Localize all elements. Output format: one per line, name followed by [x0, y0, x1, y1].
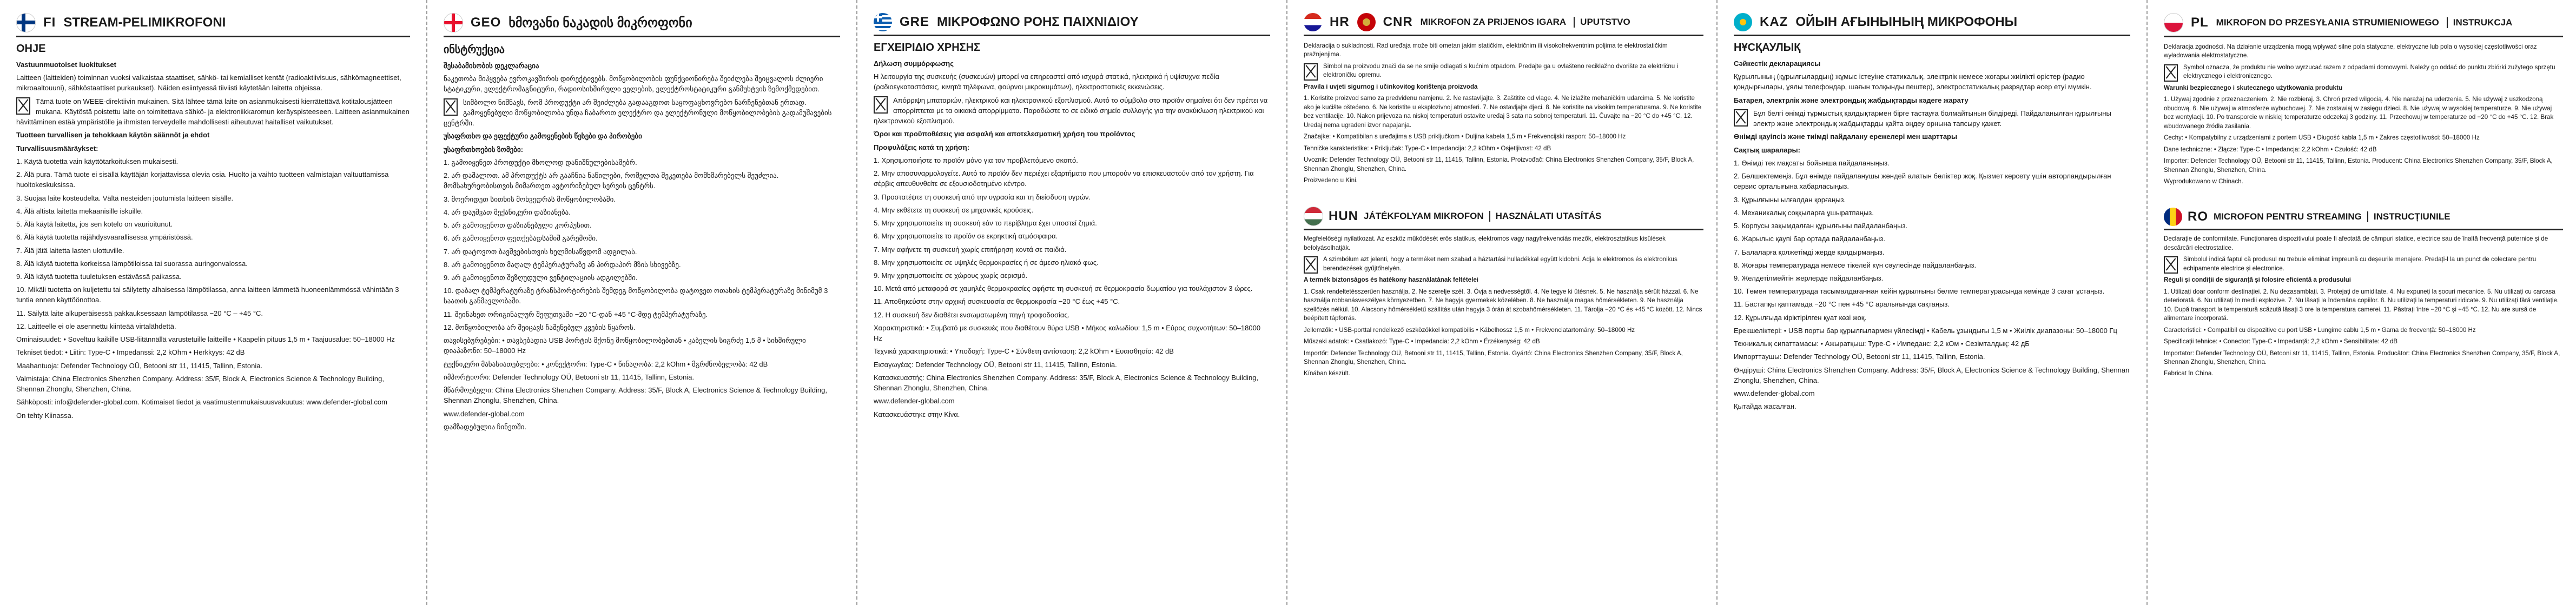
- product-subtitle: INSTRUKCJA: [2447, 17, 2513, 28]
- croatia-flag-icon: [1304, 13, 1322, 31]
- paragraph: Laitteen (laitteiden) toiminnan vuoksi valkaistaa staattiset, sähkö- tai kemialliset kentät (radioaktiivisuus, sähkömagneettiset, mikroaaltouuni), sähköstaattiset purkaukset). Näiden esiintyessä tiiviisti käytetään laitetta ohjeissa.: [16, 74, 401, 92]
- georgia-flag-icon: [444, 13, 463, 32]
- language-code: KAZ: [1760, 15, 1788, 29]
- paragraph: 1. Używaj zgodnie z przeznaczeniem. 2. Nie rozbieraj. 3. Chroń przed wilgocią. 4. Nie narażaj na uderzenia. 5. Nie używaj z uszkodzoną obudową. 6. Nie używaj w atmosferze wybuchowej. 7. Nie zostawiaj w zasięgu dzieci. 8. Nie używaj w wysokiej temperaturze. 9. Nie używaj bez wentylacji. 10. Po transporcie w niskiej temperaturze odczekaj 3 godziny. 11. Przechowuj w temperaturze od −20 °C do +45 °C. 12. Brak wbudowanego źródła zasilania.: [2164, 96, 2554, 130]
- paragraph: 9. Älä käytä tuotetta tuuletuksen estävässä paikassa.: [16, 272, 182, 281]
- paragraph: 7. Älä jätä laitetta lasten ulottuville.: [16, 246, 124, 255]
- hungary-flag-icon: [1304, 207, 1323, 226]
- weee-bin-icon: [874, 96, 888, 114]
- weee-bin-icon: [2164, 64, 2178, 82]
- paragraph: Κατασκευαστής: China Electronics Shenzhen Company. Address: 35/F, Block A, Electronics Science & Technology Building, Shennan Zhonglu, Shenzhen, China.: [874, 373, 1259, 393]
- paragraph: Specificații tehnice: • Conector: Type-C • Impedanță: 2,2 kOhm • Sensibilitate: 42 dB: [2164, 338, 2398, 345]
- product-subtitle: НҰСҚАУЛЫҚ: [1734, 42, 1801, 54]
- paragraph: ნაკეთობა მიჰყვება ევროკავშირის დირექტივებს. მოწყობილობის ფუნქციონირება შეიძლება შეიცვალოს ძლიერი სტატიკური, ელექტრომაგნიტური, რადიოსიხშირული ველების, ელექტროსტატიკური განმუხტვის ზემოქმედებით.: [444, 75, 823, 94]
- paragraph: უსაფრთხო და ეფექტური გამოყენების წესები და პირობები: [444, 132, 642, 141]
- paragraph: 11. Бастапқы қаптамада −20 °C пен +45 °C аралығында сақтаңыз.: [1734, 300, 1950, 309]
- paragraph: Fabricat în China.: [2164, 370, 2214, 377]
- paragraph: Ерекшеліктері: • USB порты бар құрылғылармен үйлесімді • Кабель ұзындығы 1,5 м • Жиілік диапазоны: 50–18000 Гц: [1734, 326, 2117, 335]
- paragraph: 5. Корпусы зақымдалған құрылғыны пайдаланбаңыз.: [1734, 222, 1908, 230]
- paragraph: 3. მოერიდეთ სითხის მოხვედრას მოწყობილობაში.: [444, 195, 616, 203]
- weee-bin-icon: [1304, 256, 1318, 274]
- header-fi: [16, 13, 410, 37]
- paragraph: www.defender-global.com: [444, 409, 525, 418]
- weee-bin-icon: [444, 98, 458, 116]
- paragraph: Turvallisuusmääräykset:: [16, 144, 98, 152]
- paragraph: Сәйкестік декларациясы: [1734, 59, 1821, 68]
- language-code-secondary: CNR: [1383, 15, 1413, 29]
- paragraph: Proizvedeno u Kini.: [1304, 176, 1358, 184]
- product-subtitle: UPUTSTVO: [1574, 17, 1630, 28]
- paragraph: 1. Өнімді тек мақсаты бойынша пайдаланыңыз.: [1734, 158, 1890, 167]
- language-code: RO: [2188, 209, 2208, 224]
- paragraph: 7. Μην αφήνετε τη συσκευή χωρίς επιτήρηση κοντά σε παιδιά.: [874, 245, 1067, 254]
- instruction-text: [1304, 235, 1703, 378]
- header-ro: [2164, 208, 2563, 230]
- paragraph: 6. Μην χρησιμοποιείτε το προϊόν σε εκρηκτική ατμόσφαιρα.: [874, 232, 1058, 241]
- paragraph: სიმბოლო ნიშნავს, რომ პროდუქტი არ შეიძლება გადააგდოთ საყოფაცხოვრებო ნარჩენებთან ერთად. გამოყენებული მოწყობილობა უნდა ჩაბაროთ ელექტრო და ელექტრონული მოწყობილობების გადამუშავების ცენტრში.: [444, 98, 832, 128]
- paragraph: Reguli și condiții de siguranță și folosire eficientă a produsului: [2164, 276, 2351, 284]
- instruction-text: [2164, 235, 2563, 378]
- product-title: ОЙЫН АҒЫНЫНЫҢ МИКРОФОНЫ: [1795, 15, 2018, 29]
- paragraph: 1. Koristite proizvod samo za predviđenu namjenu. 2. Ne rastavljajte. 3. Zaštitite od vlage. 4. Ne izlažite mehaničkim udarcima. 5. Ne koristite ako je kućište oštećeno. 6. Ne koristite u eksplozivnoj atmosferi. 7. Ne ostavljajte djeci. 8. Ne koristite na visokim temperaturama. 9. Ne koristite bez ventilacije. 10. Nakon prijevoza na niskoj temperaturi ostavite uređaj 3 sata na sobnoj temperaturi. 11. Čuvajte na −20 °C do +45 °C. 12. Uređaj nema ugrađeni izvor napajanja.: [1304, 95, 1702, 129]
- paragraph: 2. Бөлшектемеңіз. Бұл өнімде пайдаланушы жөндей алатын бөліктер жоқ. Қызмет көрсету үшін авторландырылған сервис орталығына хабарласыңыз.: [1734, 172, 2111, 191]
- instruction-text: [1734, 58, 2130, 412]
- paragraph: 5. არ გამოიყენოთ დაზიანებული კორპუსით.: [444, 221, 592, 230]
- paragraph: 3. Suojaa laite kosteudelta. Vältä nesteiden joutumista laitteen sisälle.: [16, 194, 234, 202]
- paragraph: Εισαγωγέας: Defender Technology OÜ, Betooni str 11, 11415, Tallinn, Estonia.: [874, 360, 1117, 369]
- paragraph: 9. Μην χρησιμοποιείτε σε χώρους χωρίς αερισμό.: [874, 271, 1028, 280]
- instruction-text: [444, 61, 840, 432]
- paragraph: 3. Προστατέψτε τη συσκευή από την υγρασία και τη διείσδυση υγρών.: [874, 192, 1091, 201]
- paragraph: www.defender-global.com: [1734, 389, 1815, 398]
- column-kaz: [1718, 0, 2148, 605]
- header-gre: [874, 13, 1270, 36]
- language-code: HUN: [1329, 209, 1358, 224]
- paragraph: Η λειτουργία της συσκευής (συσκευών) μπορεί να επηρεαστεί από ισχυρά στατικά, ηλεκτρικά ή υψίσυχνα πεδία (ραδιοεγκαταστάσεις, κινητά τηλέφωνα, φούρνοι μικροκυμάτων), ηλεκτροστατικές εκκενώσεις.: [874, 72, 1220, 91]
- paragraph: 1. Χρησιμοποιήστε το προϊόν μόνο για τον προβλεπόμενο σκοπό.: [874, 156, 1078, 164]
- column-hr-hun: [1287, 0, 1718, 605]
- instruction-text: [2164, 43, 2563, 186]
- paragraph: 10. Mikäli tuotetta on kuljetettu tai säilytetty alhaisessa lämpötilassa, anna laitteen lämmetä huoneenlämmössä vähintään 3 tuntia ennen käyttöönottoa.: [16, 285, 399, 304]
- product-title: MIKROFON DO PRZESYŁANIA STRUMIENIOWEGO: [2216, 17, 2439, 28]
- paragraph: 7. Балаларға қолжетімді жерде қалдырмаңыз.: [1734, 248, 1885, 256]
- paragraph: Maahantuoja: Defender Technology OÜ, Betooni str 11, 11415, Tallinn, Estonia.: [16, 361, 263, 370]
- language-code: GRE: [900, 15, 930, 29]
- paragraph: Απόρριψη μπαταριών, ηλεκτρικού και ηλεκτρονικού εξοπλισμού. Αυτό το σύμβολο στο προϊόν σημαίνει ότι δεν πρέπει να απορρίπτεται με τα οικιακά απορρίμματα. Παραδώστε το σε ειδικό σημείο συλλογής για την ανακύκλωση ηλεκτρικού και ηλεκτρονικού εξοπλισμού.: [874, 96, 1268, 125]
- product-title: JÁTÉKFOLYAM MIKROFON: [1364, 211, 1484, 222]
- paragraph: Pravila i uvjeti sigurnog i učinkovitog korištenja proizvoda: [1304, 83, 1478, 90]
- paragraph: Wyprodukowano w Chinach.: [2164, 177, 2243, 185]
- paragraph: Warunki bezpiecznego i skutecznego użytkowania produktu: [2164, 84, 2343, 91]
- paragraph: 6. არ გამოიყენოთ ფეთქებადსაშიშ გარემოში.: [444, 234, 598, 243]
- paragraph: 2. Μην αποσυναρμολογείτε. Αυτό το προϊόν δεν περιέχει εξαρτήματα που μπορούν να επισκευαστούν από τον χρήστη. Για σέρβις απευθυνθείτε σε εξουσιοδοτημένο κέντρο.: [874, 169, 1254, 188]
- poland-flag-icon: [2164, 13, 2183, 32]
- paragraph: Ominaisuudet: • Soveltuu kaikille USB-liitännällä varustetuille laitteille • Kaapelin pituus 1,5 m • Taajuusalue: 50–18000 Hz: [16, 335, 395, 344]
- paragraph: Deklaracija o sukladnosti. Rad uređaja može biti ometan jakim statičkim, električnim ili visokofrekventnim poljima te elektrostatičkim pražnjenjima.: [1304, 42, 1668, 58]
- product-title: ΜΙΚΡΟΦΩΝΟ ΡΟΗΣ ΠΑΙΧΝΙΔΙΟΥ: [937, 15, 1139, 29]
- paragraph: დამზადებულია ჩინეთში.: [444, 422, 527, 431]
- paragraph: Kínában készült.: [1304, 370, 1350, 377]
- finland-flag-icon: [16, 13, 36, 32]
- paragraph: 5. Älä käytä laitetta, jos sen kotelo on vaurioitunut.: [16, 220, 173, 229]
- product-subtitle: INSTRUCȚIUNILE: [2367, 211, 2450, 222]
- paragraph: 2. Älä pura. Tämä tuote ei sisällä käyttäjän korjattavissa olevia osia. Huolto ja vaihto tuotteen valmistajan valtuuttamissa huoltokeskuksissa.: [16, 170, 389, 189]
- kazakhstan-flag-icon: [1734, 13, 1752, 31]
- weee-bin-icon: [1304, 63, 1318, 81]
- paragraph: Батарея, электрлік және электрондық жабдықтарды кәдеге жарату: [1734, 96, 1969, 104]
- paragraph: Προφυλάξεις κατά τη χρήση:: [874, 143, 970, 151]
- header-geo: [444, 13, 840, 37]
- paragraph: 1. Utilizați doar conform destinației. 2. Nu dezasamblați. 3. Protejați de umiditate. 4. Nu expuneți la șocuri mecanice. 5. Nu utilizați cu carcasa deteriorată. 6. Nu utilizați în medii explozive. 7. Nu lăsați la îndemâna copiilor. 8. Nu utilizați la temperaturi ridicate. 9. Nu utilizați fără ventilație. 10. După transport la temperatură scăzută lăsați 3 ore la temperatura camerei. 11. Păstrați între −20 °C și +45 °C. 12. Nu are sursă de alimentare încorporată.: [2164, 288, 2559, 322]
- product-title: STREAM-PELIMIKROFONI: [63, 15, 226, 30]
- paragraph: Caracteristici: • Compatibil cu dispozitive cu port USB • Lungime cablu 1,5 m • Gama de frecvență: 50–18000 Hz: [2164, 326, 2476, 334]
- paragraph: Δήλωση συμμόρφωσης: [874, 59, 954, 68]
- paragraph: Қытайда жасалған.: [1734, 402, 1796, 411]
- header-pl: [2164, 13, 2563, 37]
- paragraph: 7. არ დატოვოთ ბავშვებისთვის ხელმისაწვდომ ადგილას.: [444, 247, 637, 256]
- product-subtitle: HASZNÁLATI UTASÍTÁS: [1489, 211, 1602, 222]
- paragraph: Κατασκευάστηκε στην Κίνα.: [874, 410, 960, 418]
- greece-flag-icon: [874, 13, 892, 31]
- paragraph: 8. Älä käytä tuotetta korkeissa lämpötiloissa tai suorassa auringonvalossa.: [16, 259, 248, 268]
- paragraph: 10. დაბალ ტემპერატურაზე ტრანსპორტირების შემდეგ მოწყობილობა დატოვეთ ოთახის ტემპერატურაზე მინიმუმ 3 საათის განმავლობაში.: [444, 287, 828, 305]
- paragraph: Dane techniczne: • Złącze: Type-C • Impedancja: 2,2 kOhm • Czułość: 42 dB: [2164, 145, 2377, 153]
- paragraph: On tehty Kiinassa.: [16, 411, 74, 420]
- language-code: GEO: [471, 15, 501, 30]
- paragraph: 11. Säilytä laite alkuperäisessä pakkauksessaan lämpötilassa −20 °C – +45 °C.: [16, 309, 263, 317]
- paragraph: 11. შეინახეთ ორიგინალურ შეფუთვაში −20 °C-დან +45 °C-მდე ტემპერატურაზე.: [444, 310, 708, 318]
- paragraph: 9. Желдетілмейтін жерлерде пайдаланбаңыз.: [1734, 274, 1884, 282]
- instruction-text: [16, 59, 410, 421]
- paragraph: Tämä tuote on WEEE-direktiivin mukainen. Sitä lähtee tämä laite on asianmukaisesti kierrätettävä kotitalousjätteen mukana. Käytöstä poistettu laite on toimitettava sähkö- ja elektroniikkaromun keräyspisteeseen. Laitteen asianmukainen hävittäminen estää ympäristölle ja ihmisten terveydelle mahdollisesti aiheutuvat haitalliset vaikutukset.: [16, 97, 409, 127]
- paragraph: A termék biztonságos és hatékony használatának feltételei: [1304, 276, 1479, 284]
- paragraph: Бұл белгі өнімді тұрмыстық қалдықтармен бірге тастауға болмайтынын білдіреді. Пайдаланылған құрылғыны электр және электрондық жабдықтарды қайта өңдеу орнына тапсыру қажет.: [1753, 109, 2111, 128]
- paragraph: 4. Механикалық соққыларға ұшыратпаңыз.: [1734, 208, 1874, 217]
- paragraph: Техникалық сипаттамасы: • Ажыратқыш: Type-C • Импеданс: 2,2 кОм • Сезімталдық: 42 дБ: [1734, 340, 2030, 348]
- paragraph: 6. Жарылыс қаупі бар ортада пайдаланбаңыз.: [1734, 235, 1885, 243]
- header-kaz: [1734, 13, 2130, 36]
- paragraph: Cechy: • Kompatybilny z urządzeniami z portem USB • Długość kabla 1,5 m • Zakres częstotliwości: 50–18000 Hz: [2164, 134, 2480, 142]
- paragraph: 12. Құрылғыда кіріктірілген қуат көзі жоқ.: [1734, 313, 1867, 322]
- romania-flag-icon: [2164, 208, 2182, 226]
- paragraph: 6. Älä käytä tuotetta räjähdysvaarallisessa ympäristössä.: [16, 233, 193, 242]
- paragraph: A szimbólum azt jelenti, hogy a terméket nem szabad a háztartási hulladékkal együtt kidobni. Adja le elektromos és elektronikus berendezések gyűjtőhelyén.: [1323, 256, 1677, 272]
- instruction-text: [1304, 42, 1703, 185]
- paragraph: 9. არ გამოიყენოთ შეზღუდული ვენტილაციის ადგილებში.: [444, 273, 638, 282]
- paragraph: Өндіруші: China Electronics Shenzhen Company. Address: 35/F, Block A, Electronics Science & Technology Building, Shennan Zhonglu, Shenzhen, China.: [1734, 365, 2130, 384]
- paragraph: Uvoznik: Defender Technology OÜ, Betooni str 11, 11415, Tallinn, Estonia. Proizvođač: China Electronics Shenzhen Company, 35/F, Block A, Shennan Zhonglu, Shenzhen, China.: [1304, 156, 1694, 172]
- column-geo: [427, 0, 857, 605]
- paragraph: 12. მოწყობილობა არ შეიცავს ჩაშენებულ კვების წყაროს.: [444, 323, 636, 331]
- paragraph: Declarație de conformitate. Funcționarea dispozitivului poate fi afectată de câmpuri statice, electrice sau de înaltă frecvență puternice și de descărcări electrostatice.: [2164, 235, 2548, 251]
- paragraph: 1. Käytä tuotetta vain käyttötarkoituksen mukaisesti.: [16, 157, 179, 165]
- product-title: ხმოვანი ნაკადის მიკროფონი: [508, 15, 692, 30]
- paragraph: 12. Η συσκευή δεν διαθέτει ενσωματωμένη πηγή τροφοδοσίας.: [874, 310, 1070, 319]
- product-title: MICROFON PENTRU STREAMING: [2214, 211, 2362, 222]
- paragraph: 4. Μην εκθέτετε τη συσκευή σε μηχανικές κρούσεις.: [874, 205, 1034, 214]
- paragraph: Importőr: Defender Technology OÜ, Betooni str 11, 11415, Tallinn, Estonia. Gyártó: China Electronics Shenzhen Company, 35/F, Block A, Shennan Zhonglu, Shenzhen, China.: [1304, 349, 1683, 365]
- paragraph: 4. არ დაუშვათ მექანიკური დაზიანება.: [444, 208, 571, 216]
- paragraph: Сақтық шаралары:: [1734, 145, 1800, 154]
- paragraph: 1. გამოიყენეთ პროდუქტი მხოლოდ დანიშნულებისამებრ.: [444, 158, 637, 167]
- column-fi: [0, 0, 427, 605]
- paragraph: Vastuunmuotoiset luokitukset: [16, 61, 116, 69]
- paragraph: 8. Μην χρησιμοποιείτε σε υψηλές θερμοκρασίες ή σε άμεσο ηλιακό φως.: [874, 258, 1099, 267]
- paragraph: უსაფრთხოების ზომები:: [444, 145, 524, 154]
- weee-bin-icon: [1734, 109, 1748, 127]
- paragraph: Symbol oznacza, że produktu nie wolno wyrzucać razem z odpadami domowymi. Należy go oddać do punktu zbiórki zużytego sprzętu elektrycznego i elektronicznego.: [2183, 63, 2555, 80]
- paragraph: Tehničke karakteristike: • Priključak: Type-C • Impedancija: 2,2 kOhm • Osjetljivost: 42 dB: [1304, 144, 1551, 152]
- paragraph: 3. Құрылғыны ылғалдан қорғаңыз.: [1734, 195, 1846, 204]
- weee-bin-icon: [16, 97, 30, 115]
- language-code: PL: [2191, 15, 2209, 30]
- paragraph: Importator: Defender Technology OÜ, Betooni str 11, 11415, Tallinn, Estonia. Producător: China Electronics Shenzhen Company, 35/F, Block A, Shennan Zhonglu, Shenzhen, China.: [2164, 349, 2560, 365]
- paragraph: Műszaki adatok: • Csatlakozó: Type-C • Impedancia: 2,2 kOhm • Érzékenység: 42 dB: [1304, 338, 1540, 345]
- product-title: MIKROFON ZA PRIJENOS IGARA: [1420, 17, 1567, 27]
- paragraph: Simbol na proizvodu znači da se ne smije odlagati s kućnim otpadom. Predajte ga u ovlašteno reciklažno dvorište za električnu i elektroničku opremu.: [1323, 62, 1679, 79]
- paragraph: Megfelelőségi nyilatkozat. Az eszköz működését erős statikus, elektromos vagy nagyfrekvenciás mezők, elektrosztatikus kisülések befolyásolhatják.: [1304, 235, 1666, 251]
- paragraph: 2. არ დაშალოთ. ამ პროდუქტს არ გააჩნია ნაწილები, რომელთა შეკეთება მომხმარებელს შეუძლია. მომსახურეობისთვის მიმართეთ ავტორიზებულ სერვის ცენტრს.: [444, 171, 779, 190]
- paragraph: Өнімді қауіпсіз және тиімді пайдалану ережелері мен шарттары: [1734, 132, 1958, 141]
- paragraph: Importer: Defender Technology OÜ, Betooni str 11, 11415, Tallinn, Estonia. Producent: China Electronics Shenzhen Company, 35/F, Block A, Shennan Zhonglu, Shenzhen, China.: [2164, 157, 2553, 174]
- paragraph: 10. Μετά από μεταφορά σε χαμηλές θερμοκρασίες αφήστε τη συσκευή σε θερμοκρασία δωματίου για τουλάχιστον 3 ώρες.: [874, 284, 1253, 293]
- language-code: HR: [1330, 15, 1350, 29]
- header-hun: [1304, 207, 1703, 230]
- product-subtitle: ΕΓΧΕΙΡΙΔΙΟ ΧΡΗΣΗΣ: [874, 42, 981, 54]
- montenegro-flag-icon: [1357, 13, 1376, 31]
- paragraph: 4. Älä altista laitetta mekaanisille iskuille.: [16, 207, 143, 215]
- paragraph: www.defender-global.com: [874, 397, 955, 405]
- paragraph: თავისებურებები: • თავსებადია USB პორტის მქონე მოწყობილობებთან • კაბელის სიგრძე 1,5 მ • სიხშირული დიაპაზონი: 50–18000 Hz: [444, 336, 806, 355]
- paragraph: Deklaracja zgodności. Na działanie urządzenia mogą wpływać silne pola statyczne, elektryczne lub pola o wysokiej częstotliwości oraz wyładowania elektrostatyczne.: [2164, 43, 2537, 59]
- paragraph: Импорттаушы: Defender Technology OÜ, Betooni str 11, 11415, Tallinn, Estonia.: [1734, 353, 1985, 361]
- paragraph: Құрылғының (құрылғылардың) жұмыс істеуіне статикалық, электрлік немесе жоғары жиілікті өрістер (радио қондырғылары, ұялы телефондар, шағын толқынды пештер), электростатикалық разрядтар әсер етуі мүмкін.: [1734, 72, 2092, 91]
- product-subtitle: OHJE: [16, 43, 46, 55]
- paragraph: Valmistaja: China Electronics Shenzhen Company. Address: 35/F, Block A, Electronics Science & Technology Building, Shennan Zhonglu, Shenzhen, China.: [16, 374, 384, 394]
- language-code: FI: [43, 15, 56, 30]
- paragraph: Όροι και προϋποθέσεις για ασφαλή και αποτελεσματική χρήση του προϊόντος: [874, 130, 1135, 138]
- column-pl-ro: [2148, 0, 2576, 605]
- paragraph: Sähköposti: info@defender-global.com. Kotimaiset tiedot ja vaatimustenmukaisuusvakuutus: www.defender-global.com: [16, 398, 387, 407]
- paragraph: Tekniset tiedot: • Liitin: Type-C • Impedanssi: 2,2 kOhm • Herkkyys: 42 dB: [16, 348, 245, 357]
- paragraph: Tuotteen turvallisen ja tehokkaan käytön säännöt ja ehdot: [16, 131, 210, 139]
- paragraph: 8. Жоғары температурада немесе тікелей күн сәулесінде пайдаланбаңыз.: [1734, 261, 1977, 269]
- paragraph: Simbolul indică faptul că produsul nu trebuie eliminat împreună cu deșeurile menajere. Predați-l la un punct de colectare pentru echipamente electrice și electronice.: [2183, 256, 2537, 272]
- weee-bin-icon: [2164, 256, 2178, 274]
- paragraph: ტექნიკური მახასიათებლები: • კონექტორი: Type-C • წინაღობა: 2,2 kOhm • მგრძნობელობა: 42 dB: [444, 360, 768, 368]
- paragraph: 12. Laitteelle ei ole asennettu kiinteää virtalähdettä.: [16, 322, 176, 330]
- paragraph: იმპორტიორი: Defender Technology OÜ, Betooni str 11, 11415, Tallinn, Estonia.: [444, 373, 695, 381]
- paragraph: 10. Төмен температурада тасымалдағаннан кейін құрылғыны бөлме температурасында кемінде 3 сағат ұстаңыз.: [1734, 287, 2105, 296]
- paragraph: Χαρακτηριστικά: • Συμβατό με συσκευές που διαθέτουν θύρα USB • Μήκος καλωδίου: 1,5 m • Εύρος συχνοτήτων: 50–18000 Hz: [874, 323, 1261, 343]
- paragraph: 11. Αποθηκεύστε στην αρχική συσκευασία σε θερμοκρασία −20 °C έως +45 °C.: [874, 297, 1120, 306]
- header-hr: [1304, 13, 1703, 36]
- paragraph: Τεχνικά χαρακτηριστικά: • Υποδοχή: Type-C • Σύνθετη αντίσταση: 2,2 kOhm • Ευαισθησία: 42 dB: [874, 347, 1174, 356]
- paragraph: 8. არ გამოიყენოთ მაღალ ტემპერატურაზე ან პირდაპირ მზის სხივებზე.: [444, 260, 681, 269]
- paragraph: მწარმოებელი: China Electronics Shenzhen Company. Address: 35/F, Block A, Electronics Science & Technology Building, Shennan Zhonglu, Shenzhen, China.: [444, 386, 827, 405]
- paragraph: 1. Csak rendeltetésszerűen használja. 2. Ne szerelje szét. 3. Óvja a nedvességtől. 4. Ne tegye ki ütésnek. 5. Ne használja sérült házzal. 6. Ne használja robbanásveszélyes környezetben. 7. Ne hagyja gyermekek közelében. 8. Ne használja magas hőmérsékleten. 9. Ne használja szellőzés nélkül. 10. Alacsony hőmérsékletű szállítás után hagyja 3 órán át szobahőmérsékleten. 11. Tárolja −20 °C és +45 °C között. 12. Nincs beépített tápforrás.: [1304, 288, 1702, 322]
- paragraph: 5. Μην χρησιμοποιείτε τη συσκευή εάν το περίβλημα έχει υποστεί ζημιά.: [874, 219, 1097, 228]
- paragraph: შესაბამისობის დეკლარაცია: [444, 62, 539, 70]
- product-subtitle: ინსტრუქცია: [444, 44, 505, 56]
- paragraph: Značajke: • Kompatibilan s uređajima s USB priključkom • Duljina kabela 1,5 m • Frekvencijski raspon: 50–18000 Hz: [1304, 133, 1626, 141]
- instruction-text: [874, 58, 1270, 420]
- column-gre: [857, 0, 1287, 605]
- paragraph: Jellemzők: • USB-porttal rendelkező eszközökkel kompatibilis • Kábelhossz 1,5 m • Frekvenciatartomány: 50–18000 Hz: [1304, 326, 1635, 334]
